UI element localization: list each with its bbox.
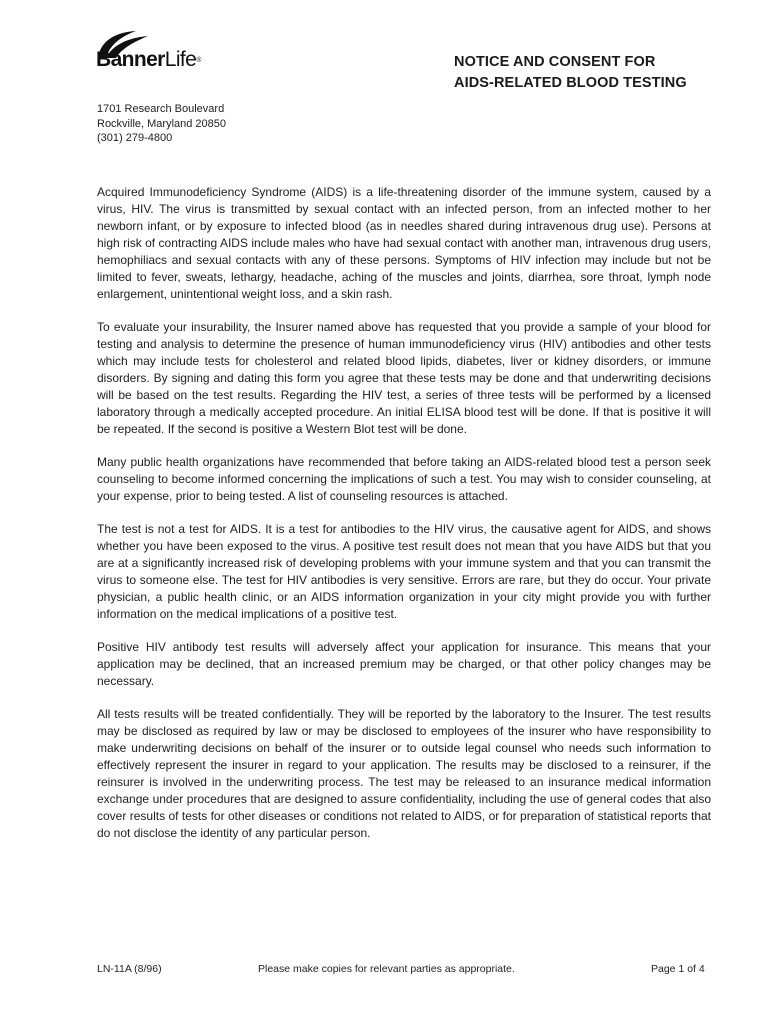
paragraph-test-meaning: The test is not a test for AIDS. It is a test for antibodies to the HIV virus, the causative agent for AIDS, and shows whether you have been exposed to the virus. A positive test result does not mean that you have AIDS but that you are at a significantly increased risk of developing problems with your immune system and that you can transmit the virus to someone else. The test for HIV antibodies is very sensitive. Errors are rare, but they do occur. Your private physician, a public health clinic, or an AIDS information organization in your city might provide you with further information on the medical implications of a positive test. [97, 522, 711, 621]
logo-registered-mark: ® [196, 57, 201, 64]
logo-brand-light: Life [164, 48, 197, 71]
paragraph-aids-overview: Acquired Immunodeficiency Syndrome (AIDS) is a life-threatening disorder of the immune system, caused by a virus, HIV. The virus is transmitted by sexual contact with an infected person, from an infected mother to her newborn infant, or by exposure to infected blood (as in needles shared during intravenous drug use). Persons at high risk of contracting AIDS include males who have had sexual contact with another man, intravenous drug users, hemophiliacs and sexual contacts with any of these persons. Symptoms of HIV infection may include but not be limited to fever, sweats, lethargy, headache, aching of the muscles and joints, diarrhea, sore throat, lymph node enlargement, unintentional weight loss, and a skin rash. [97, 185, 711, 301]
company-address [97, 102, 226, 146]
footer-copy-note: Please make copies for relevant parties as appropriate. [258, 963, 515, 975]
document-title-line-2: AIDS-RELATED BLOOD TESTING [454, 75, 687, 91]
paragraph-positive-results: Positive HIV antibody test results will adversely affect your application for insurance. This means that your application may be declined, that an increased premium may be charged, or that other policy changes may be necessary. [97, 640, 711, 688]
document-title-line-1: NOTICE AND CONSENT FOR [454, 54, 656, 70]
document-title [454, 52, 754, 94]
paragraph-confidentiality: All tests results will be treated confidentially. They will be reported by the laboratory to the Insurer. The test results may be disclosed as required by law or may be disclosed to employees of the insurer who have responsibility to make underwriting decisions on behalf of the insurer or to outside legal counsel who needs such information to effectively represent the insurer in regard to your application. The results may be disclosed to a reinsurer, if the reinsurer is involved in the underwriting process. The test may be released to an insurance medical information exchange under procedures that are designed to assure confidentiality, including the use of general codes that also cover results of tests for other diseases or conditions not related to AIDS, or for preparation of statistical reports that do not disclose the identity of any particular person. [97, 707, 711, 840]
footer-page-number: Page 1 of 4 [651, 963, 705, 975]
paragraph-insurability-testing: To evaluate your insurability, the Insurer named above has requested that you provide a sample of your blood for testing and analysis to determine the presence of human immunodeficiency virus (HIV) antibodies and other tests which may include tests for cholesterol and related blood lipids, diabetes, liver or kidney disorders, or immune disorders. By signing and dating this form you agree that these tests may be done and that underwriting decisions will be based on the test results. Regarding the HIV test, a series of three tests will be performed by a licensed laboratory through a medically accepted procedure. An initial ELISA blood test will be done. If that is positive it will be repeated. If the second is positive a Western Blot test will be done. [97, 320, 711, 436]
footer-form-id: LN-11A (8/96) [97, 963, 162, 975]
banner-life-logo [96, 28, 216, 78]
address-street: 1701 Research Boulevard [97, 103, 225, 115]
logo-brand-bold: Banner [96, 48, 165, 71]
address-phone: (301) 279-4800 [97, 132, 173, 144]
notice-body [97, 184, 711, 858]
address-city: Rockville, Maryland 20850 [97, 117, 227, 130]
logo-wordmark [96, 48, 201, 72]
paragraph-counseling: Many public health organizations have recommended that before taking an AIDS-related blood test a person seek counseling to become informed concerning the implications of such a test. You may wish to consider counseling, at your expense, prior to being tested. A list of counseling resources is attached. [97, 455, 711, 503]
